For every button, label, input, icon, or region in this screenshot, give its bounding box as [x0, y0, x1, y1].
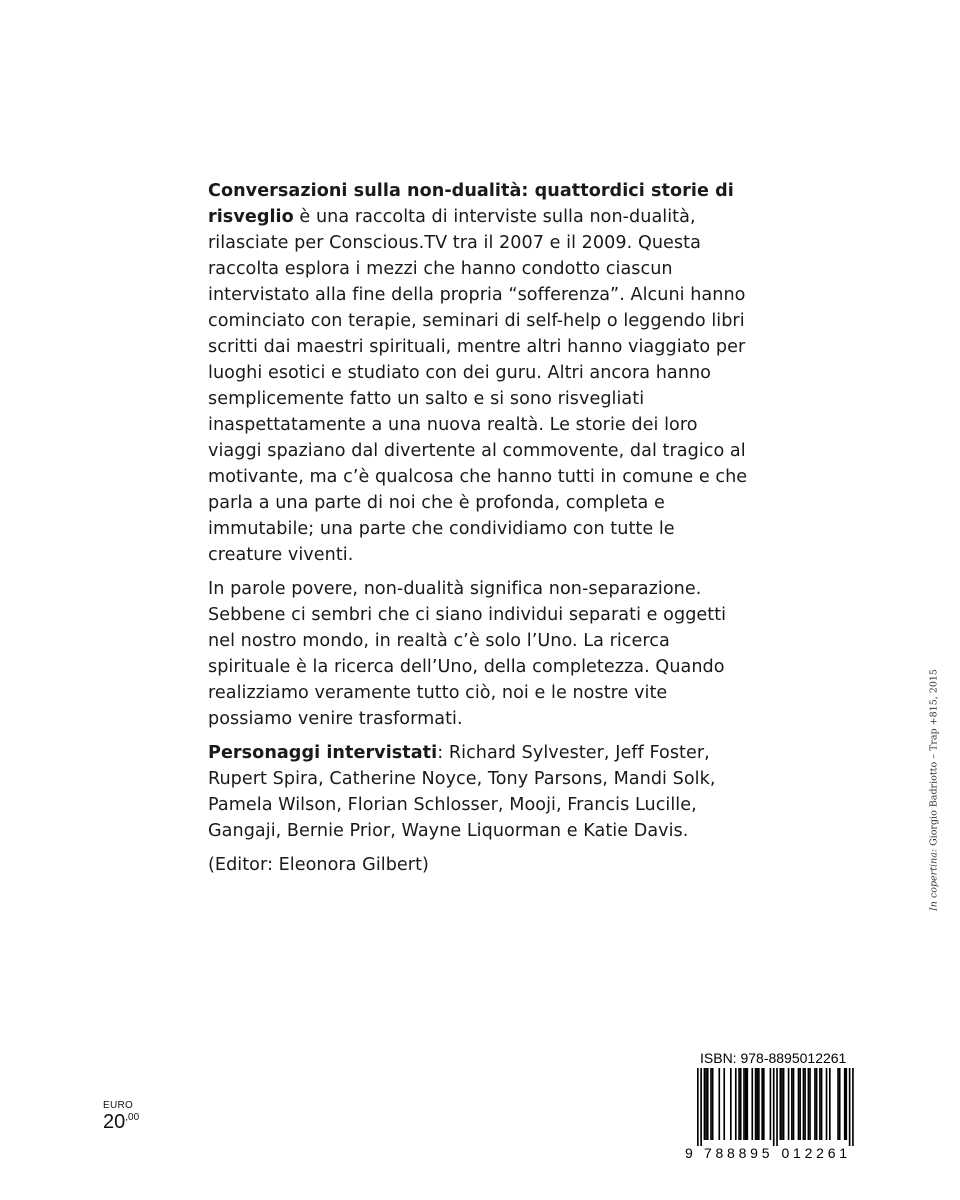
barcode-bar [819, 1068, 821, 1140]
barcode-bar [781, 1068, 783, 1140]
book-title: Conversazioni sulla non-dualità: quattordici storie di risveglio [208, 181, 734, 227]
barcode-digit: 8 [727, 1145, 735, 1161]
barcode-bar [849, 1068, 851, 1146]
barcode-bar [780, 1068, 782, 1140]
barcode-digit: 1 [793, 1145, 801, 1161]
barcode [684, 1068, 858, 1162]
barcode-bar [844, 1068, 846, 1140]
barcode-bar [846, 1068, 848, 1140]
back-cover-text [208, 178, 768, 886]
barcode-bar [758, 1068, 760, 1140]
barcode-bar [839, 1068, 841, 1140]
barcode-bar [793, 1068, 795, 1140]
barcode-bar [704, 1068, 706, 1140]
cover-credit-text: Giorgio Badriotto – Trap +815, 2015 [928, 669, 940, 849]
barcode-bar [816, 1068, 818, 1140]
isbn-label: ISBN: 978-8895012261 [700, 1050, 847, 1066]
barcode-digit: 5 [761, 1145, 770, 1161]
barcode-bar [705, 1068, 707, 1140]
barcode-digit: 1 [839, 1145, 848, 1161]
barcode-digit: 7 [703, 1145, 712, 1161]
barcode-bar [707, 1068, 709, 1140]
barcode-digit: 2 [804, 1145, 813, 1161]
barcode-bar [821, 1068, 823, 1140]
barcode-bar [829, 1068, 831, 1140]
barcode-bar [745, 1068, 747, 1140]
barcode-bar [770, 1068, 772, 1140]
barcode-bar [751, 1068, 753, 1140]
barcode-bar [700, 1068, 702, 1146]
barcode-bar [697, 1068, 699, 1146]
barcode-bar [814, 1068, 816, 1140]
barcode-bar [747, 1068, 749, 1140]
barcode-bar [735, 1068, 737, 1140]
barcode-bar [761, 1068, 763, 1140]
isbn-barcode-block [684, 1048, 858, 1162]
price-currency: EURO [103, 1100, 134, 1111]
barcode-bar [776, 1068, 778, 1146]
barcode-digit: 8 [715, 1145, 724, 1161]
editor-line: (Editor: Eleonora Gilbert) [208, 855, 429, 875]
price-cents: ,00 [125, 1112, 140, 1123]
barcode-bar [837, 1068, 839, 1140]
barcode-digit: 6 [827, 1145, 836, 1161]
cover-credit-label: In copertina: [928, 848, 940, 911]
barcode-bar [783, 1068, 785, 1140]
barcode-bar [803, 1068, 805, 1140]
barcode-bar [809, 1068, 811, 1140]
barcode-bar [755, 1068, 757, 1140]
barcode-digit: 2 [816, 1145, 824, 1161]
description-paragraph [208, 178, 753, 568]
barcode-digit: 9 [685, 1145, 693, 1161]
barcode-bar [808, 1068, 810, 1140]
interviewees-paragraph [208, 740, 753, 844]
barcode-bar [788, 1068, 790, 1140]
barcode-bar [756, 1068, 758, 1140]
interviewees-list: : Richard Sylvester, Jeff Foster, Rupert Spira, Catherine Noyce, Tony Parsons, Mandi Solk, Pamela Wilson, Florian Schlosser, Mooji, Francis Lucille, Gangaji, Bernie Prior, Wayne Liquorman e Katie Davis. [208, 743, 716, 841]
barcode-bar [710, 1068, 712, 1140]
barcode-digit: 9 [750, 1145, 758, 1161]
barcode-digit: 0 [781, 1145, 790, 1161]
barcode-bar [852, 1068, 854, 1146]
cover-credit [929, 669, 940, 911]
barcode-bar [791, 1068, 793, 1140]
interviewees-label: Personaggi intervistati [208, 743, 438, 763]
barcode-bar [773, 1068, 775, 1146]
barcode-bar [743, 1068, 745, 1140]
barcode-digit: 8 [738, 1145, 747, 1161]
barcode-bar [763, 1068, 765, 1140]
barcode-bar [723, 1068, 725, 1140]
nonduality-paragraph: In parole povere, non-dualità significa non-separazione. Sebbene ci sembri che ci siano individui separati e oggetti nel nostro mondo, in realtà c’è solo l’Uno. La ricerca spirituale è la ricerca dell’Uno, della completezza. Quando realizziamo veramente tutto ciò, noi e le nostre vite possiamo venire trasformati. [208, 579, 727, 729]
description-text: è una raccolta di interviste sulla non-dualità, rilasciate per Conscious.TV tra il 2007 e il 2009. Questa raccolta esplora i mezzi che hanno condotto ciascun intervistato alla fine della propria “sofferenza”. Alcuni hanno cominciato con terapie, seminari di self-help o leggendo libri scritti dai maestri spirituali, mentre altri hanno viaggiato per luoghi esotici e studiato con dei guru. Altri ancora hanno semplicemente fatto un salto e si sono risvegliati inaspettatamente a una nuova realtà. Le storie dei loro viaggi spaziano dal divertente al commovente, dal tragico al motivante, ma c’è qualcosa che hanno tutti in comune e che parla a una parte di noi che è profonda, completa e immutabile; una parte che condividiamo con tutte le creature viventi. [208, 207, 748, 565]
barcode-bar [798, 1068, 800, 1140]
barcode-bar [718, 1068, 720, 1140]
price-amount: 20 [103, 1111, 126, 1133]
barcode-bar [799, 1068, 801, 1140]
barcode-bar [738, 1068, 740, 1140]
barcode-bar [712, 1068, 714, 1140]
barcode-bar [730, 1068, 732, 1140]
barcode-bar [804, 1068, 806, 1140]
barcode-bar [740, 1068, 742, 1140]
price-tag [103, 1100, 139, 1133]
barcode-bar [826, 1068, 828, 1140]
